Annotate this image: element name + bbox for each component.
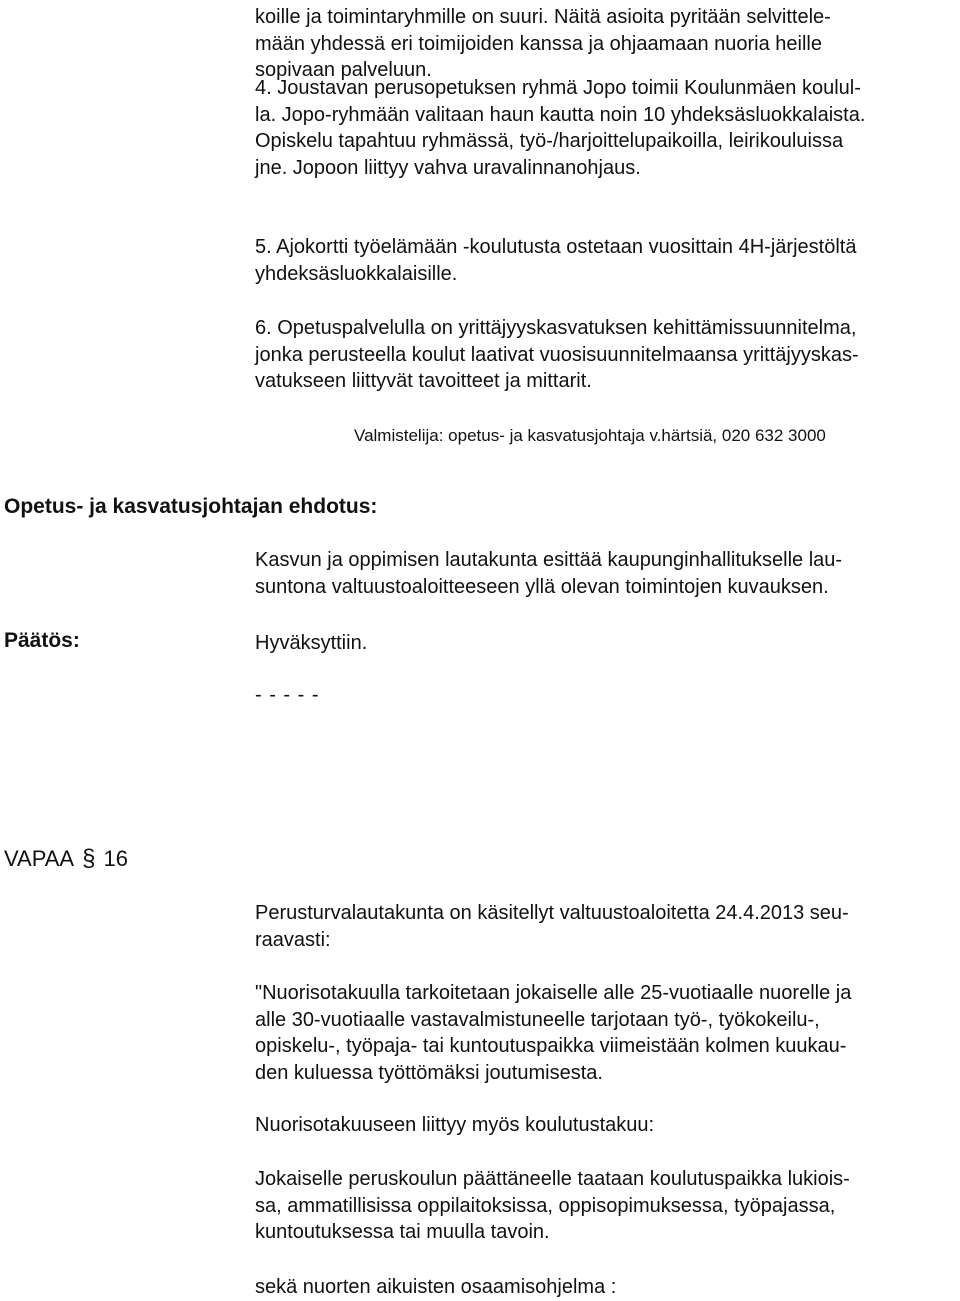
text-line: Nuorisotakuuseen liittyy myös koulutustakuu: <box>255 1114 655 1136</box>
decision-heading: Päätös: <box>4 629 80 652</box>
guarantee-paragraph <box>255 1166 955 1246</box>
text-line: vatukseen liittyvät tavoitteet ja mittarit. <box>255 370 592 392</box>
text-line: 6. Opetuspalvelulla on yrittäjyyskasvatuksen kehittämissuunnitelma, <box>255 317 857 339</box>
section-title <box>4 845 128 873</box>
text-line: jne. Jopoon liittyy vahva uravalinnanohjaus. <box>255 156 641 179</box>
separator: - - - - - <box>255 684 320 706</box>
text-line: raavasti: <box>255 928 331 951</box>
text-line: suntona valtuustoaloitteeseen yllä olevan toimintojen kuvauksen. <box>255 575 829 598</box>
quote-paragraph <box>255 980 955 1086</box>
text-line: sopivaan palveluun. <box>255 59 432 81</box>
text-line: Perusturvalautakunta on käsitellyt valtuustoaloitetta 24.4.2013 seu- <box>255 902 849 924</box>
vapaa-intro-paragraph <box>255 900 955 953</box>
proposal-paragraph <box>255 547 955 600</box>
text-line: kuntoutuksessa tai muulla tavoin. <box>255 1221 550 1243</box>
section-sign-icon: § <box>82 845 96 872</box>
text-line: koille ja toimintaryhmille on suuri. Näitä asioita pyritään selvittele- <box>255 6 831 28</box>
text-line: mään yhdessä eri toimijoiden kanssa ja ohjaamaan nuoria heille <box>255 32 823 55</box>
text-line: sa, ammatillisissa oppilaitoksissa, oppisopimuksessa, työpajassa, <box>255 1194 836 1217</box>
item-6-paragraph <box>255 315 955 395</box>
text-line: den kuluessa työttömäksi joutumisesta. <box>255 1061 603 1084</box>
section-label: VAPAA <box>4 846 75 871</box>
text-line: alle 30-vuotiaalle vastavalmistuneelle tarjotaan työ-, työkokeilu-, <box>255 1008 820 1031</box>
text-line: jonka perusteella koulut laativat vuosisuunnitelmaansa yrittäjyyskas- <box>255 343 859 366</box>
preparer-signature: Valmistelija: opetus- ja kasvatusjohtaja v.härtsiä, 020 632 3000 <box>354 426 826 445</box>
text-line: 5. Ajokortti työelämään -koulutusta ostetaan vuosittain 4H-järjestöltä <box>255 236 857 258</box>
item-5-paragraph <box>255 234 955 287</box>
intro-paragraph <box>255 4 955 84</box>
text-line: Jokaiselle peruskoulun päättäneelle taataan koulutuspaikka lukiois- <box>255 1168 850 1190</box>
text-line: 4. Joustavan perusopetuksen ryhmä Jopo toimii Koulunmäen koulul- <box>255 77 861 99</box>
text-line: "Nuorisotakuulla tarkoitetaan jokaiselle alle 25-vuotiaalle nuorelle ja <box>255 982 852 1004</box>
item-4-paragraph <box>255 75 955 181</box>
section-number: 16 <box>103 846 128 871</box>
proposal-heading: Opetus- ja kasvatusjohtajan ehdotus: <box>4 495 378 518</box>
text-line: la. Jopo-ryhmään valitaan haun kautta noin 10 yhdeksäsluokkalaista. <box>255 103 866 126</box>
text-line: opiskelu-, työpaja- tai kuntoutuspaikka viimeistään kolmen kuukau- <box>255 1035 847 1057</box>
text-line: Kasvun ja oppimisen lautakunta esittää kaupunginhallitukselle lau- <box>255 549 843 571</box>
text-line: sekä nuorten aikuisten osaamisohjelma : <box>255 1276 617 1298</box>
text-line: Opiskelu tapahtuu ryhmässä, työ-/harjoittelupaikoilla, leirikouluissa <box>255 130 844 152</box>
guarantee-intro-paragraph <box>255 1112 955 1139</box>
decision-value: Hyväksyttiin. <box>255 632 368 654</box>
final-paragraph <box>255 1274 955 1301</box>
text-line: yhdeksäsluokkalaisille. <box>255 262 458 285</box>
